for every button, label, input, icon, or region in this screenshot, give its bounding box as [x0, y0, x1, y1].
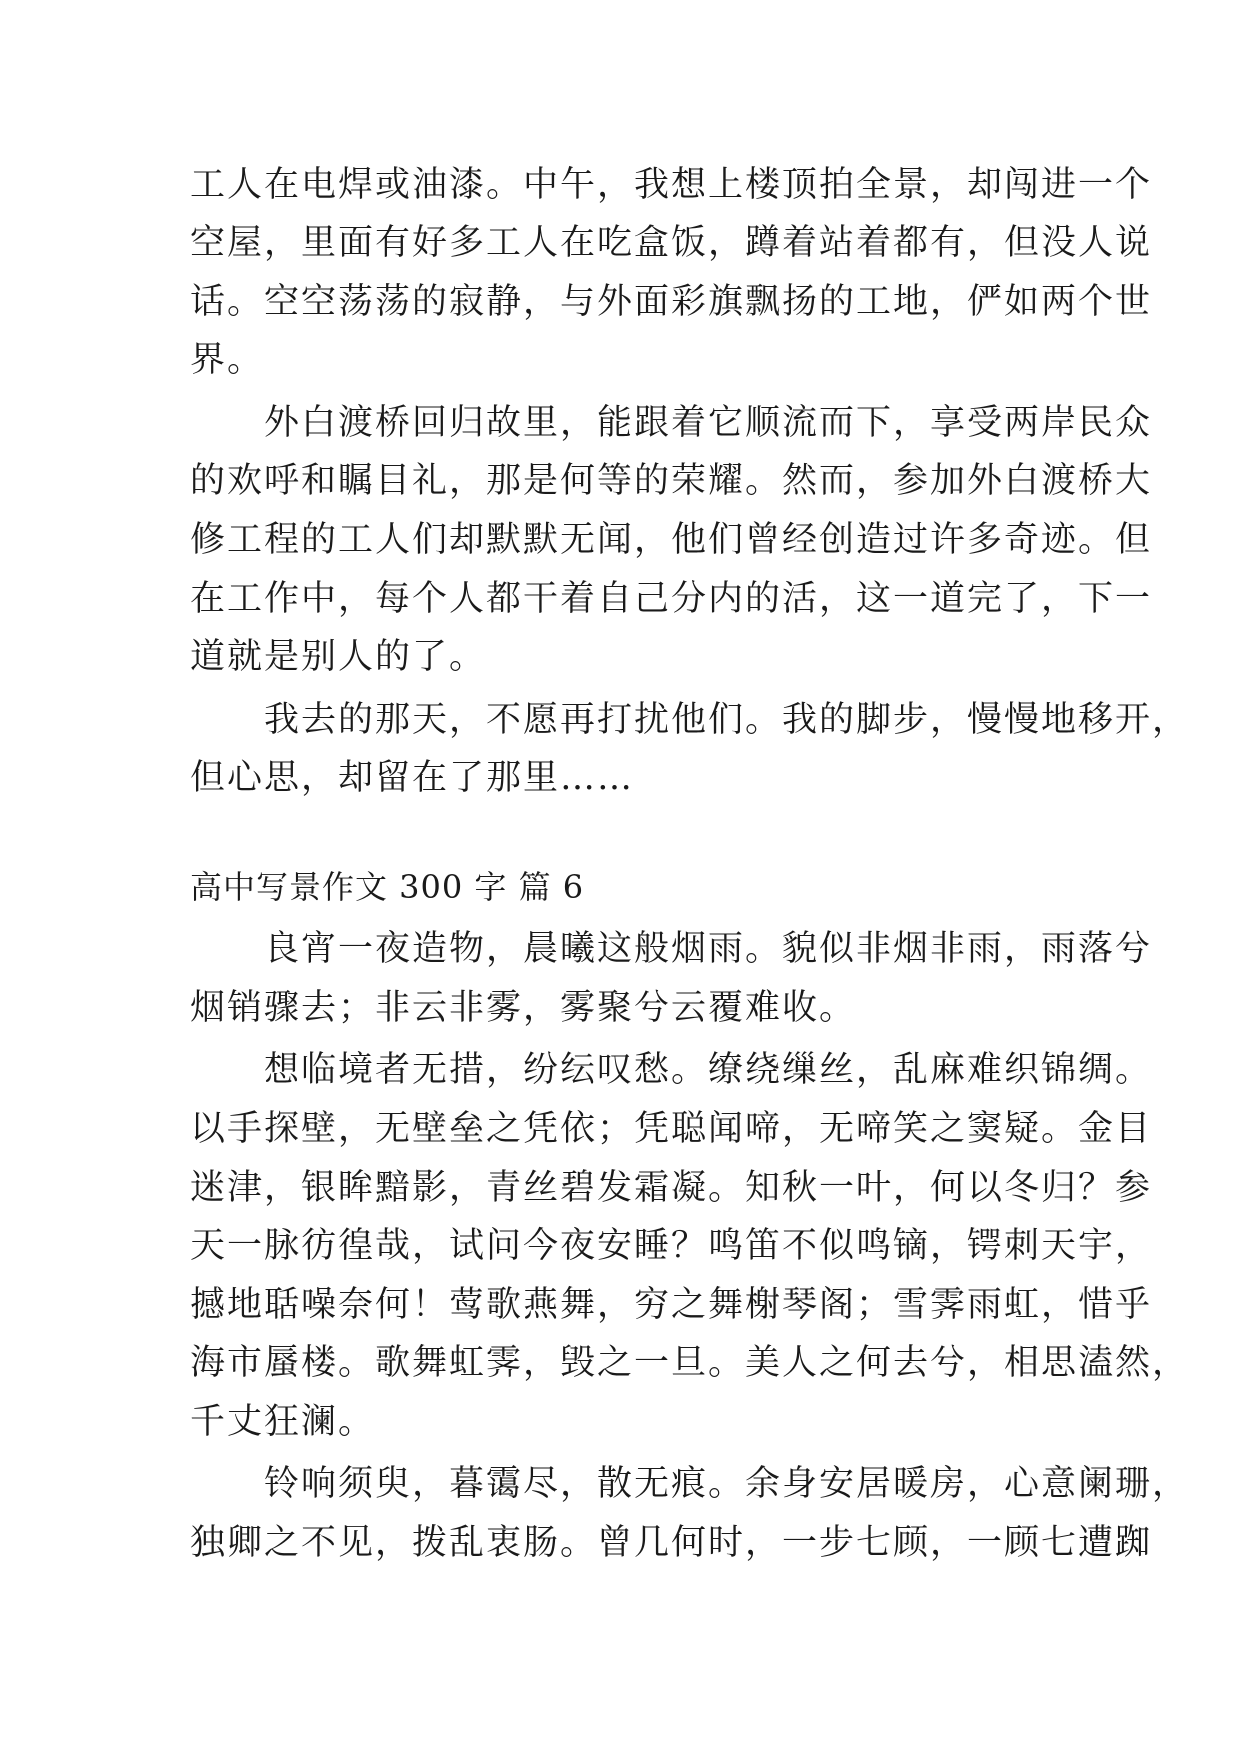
text-line: 话。空空荡荡的寂静，与外面彩旗飘扬的工地，俨如两个世 — [190, 282, 1153, 322]
text-line: 以手探壁，无壁垒之凭依；凭聪闻啼，无啼笑之窦疑。金目 — [190, 1109, 1153, 1149]
text-line: 千丈狂澜。 — [190, 1402, 376, 1442]
text-line: 撼地聒噪奈何！莺歌燕舞，穷之舞榭琴阁；雪霁雨虹，惜乎 — [190, 1285, 1153, 1325]
text-line: 独卿之不见，拨乱衷肠。曾几何时，一步七顾，一顾七遭踟 — [190, 1523, 1153, 1563]
text-line: 的欢呼和瞩目礼，那是何等的荣耀。然而，参加外白渡桥大 — [190, 461, 1153, 501]
text-line: 工人在电焊或油漆。中午，我想上楼顶拍全景，却闯进一个 — [190, 165, 1153, 205]
text-line: 迷津，银眸黯影，青丝碧发霜凝。知秋一叶，何以冬归？参 — [190, 1168, 1153, 1208]
text-line: 良宵一夜造物，晨曦这般烟雨。貌似非烟非雨，雨落兮 — [190, 929, 1153, 969]
text-line: 烟销骤去；非云非雾，雾聚兮云覆难收。 — [190, 988, 857, 1028]
text-line: 天一脉彷徨哉，试问今夜安睡？鸣笛不似鸣镝，锷刺天宇， — [190, 1226, 1153, 1266]
text-line: 我去的那天，不愿再打扰他们。我的脚步，慢慢地移开， — [190, 700, 1190, 740]
text-line: 修工程的工人们却默默无闻，他们曾经创造过许多奇迹。但 — [190, 520, 1153, 560]
text-line: 界。 — [190, 340, 265, 380]
text-line: 在工作中，每个人都干着自己分内的活，这一道完了，下一 — [190, 579, 1153, 619]
text-line: 空屋，里面有好多工人在吃盒饭，蹲着站着都有，但没人说 — [190, 223, 1153, 263]
text-line: 想临境者无措，纷纭叹愁。缭绕缫丝，乱麻难织锦绸。 — [190, 1050, 1153, 1090]
text-line: 铃响须臾，暮霭尽，散无痕。余身安居暖房，心意阑珊， — [190, 1464, 1190, 1504]
text-line: 外白渡桥回归故里，能跟着它顺流而下，享受两岸民众 — [190, 403, 1153, 443]
section-heading: 高中写景作文 300 字 篇 6 — [190, 868, 585, 906]
text-line: 道就是别人的了。 — [190, 637, 487, 677]
text-line: 海市蜃楼。歌舞虹霁，毁之一旦。美人之何去兮，相思溘然， — [190, 1343, 1190, 1383]
text-line: 但心思，却留在了那里…… — [190, 758, 635, 798]
